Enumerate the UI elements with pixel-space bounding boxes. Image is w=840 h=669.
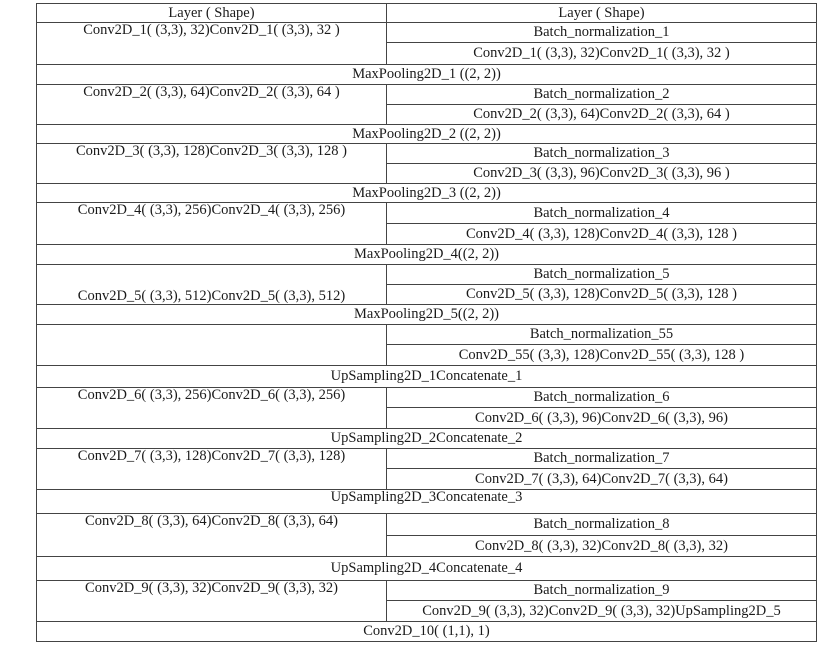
pooling-cell: MaxPooling2D_3 ((2, 2))	[37, 184, 817, 203]
conv-shape-cell: Conv2D_5( (3,3), 128)Conv2D_5( (3,3), 128 )	[387, 285, 817, 305]
conv-shape-cell: Conv2D_8( (3,3), 32)Conv2D_8( (3,3), 32)	[387, 536, 817, 557]
table-row	[37, 23, 817, 43]
table-row	[37, 305, 817, 325]
conv-shape-cell: Conv2D_7( (3,3), 64)Conv2D_7( (3,3), 64)	[387, 469, 817, 490]
output-conv-cell: Conv2D_10( (1,1), 1)	[37, 622, 817, 642]
conv-layer-cell: Conv2D_8( (3,3), 64)Conv2D_8( (3,3), 64)	[37, 514, 387, 557]
table-row	[37, 65, 817, 85]
batch-norm-cell: Batch_normalization_3	[387, 144, 817, 164]
conv-shape-cell: Conv2D_3( (3,3), 96)Conv2D_3( (3,3), 96 )	[387, 164, 817, 184]
conv-shape-cell: Conv2D_9( (3,3), 32)Conv2D_9( (3,3), 32)UpSampling2D_5	[387, 601, 817, 622]
table-row	[37, 429, 817, 449]
table-row	[37, 325, 817, 345]
batch-norm-cell: Batch_normalization_6	[387, 388, 817, 408]
pooling-cell: MaxPooling2D_2 ((2, 2))	[37, 125, 817, 144]
table-row	[37, 388, 817, 408]
batch-norm-cell: Batch_normalization_5	[387, 265, 817, 285]
conv-shape-cell: Conv2D_4( (3,3), 128)Conv2D_4( (3,3), 128 )	[387, 224, 817, 245]
pooling-cell: MaxPooling2D_1 ((2, 2))	[37, 65, 817, 85]
layer-shape-table	[36, 3, 817, 642]
upsampling-cell: UpSampling2D_2Concatenate_2	[37, 429, 817, 449]
conv-layer-cell: Conv2D_4( (3,3), 256)Conv2D_4( (3,3), 256)	[37, 203, 387, 245]
pooling-cell: MaxPooling2D_5((2, 2))	[37, 305, 817, 325]
table-row	[37, 557, 817, 581]
batch-norm-cell: Batch_normalization_2	[387, 85, 817, 105]
table-row	[37, 366, 817, 388]
conv-layer-cell: Conv2D_7( (3,3), 128)Conv2D_7( (3,3), 128)	[37, 449, 387, 490]
batch-norm-cell: Batch_normalization_4	[387, 203, 817, 224]
conv-layer-cell: Conv2D_9( (3,3), 32)Conv2D_9( (3,3), 32)	[37, 581, 387, 622]
table-row	[37, 622, 817, 642]
pooling-cell: MaxPooling2D_4((2, 2))	[37, 245, 817, 265]
conv-shape-cell: Conv2D_1( (3,3), 32)Conv2D_1( (3,3), 32 )	[387, 43, 817, 65]
conv-shape-cell: Conv2D_55( (3,3), 128)Conv2D_55( (3,3), 128 )	[387, 345, 817, 366]
upsampling-cell: UpSampling2D_3Concatenate_3	[37, 490, 817, 514]
conv-shape-cell: Conv2D_2( (3,3), 64)Conv2D_2( (3,3), 64 )	[387, 105, 817, 125]
table-row	[37, 490, 817, 514]
empty-cell	[37, 325, 387, 366]
table-row	[37, 449, 817, 469]
table-row	[37, 581, 817, 601]
table-row	[37, 203, 817, 224]
table-row	[37, 245, 817, 265]
batch-norm-cell: Batch_normalization_8	[387, 514, 817, 536]
table-row	[37, 184, 817, 203]
conv-layer-cell: Conv2D_5( (3,3), 512)Conv2D_5( (3,3), 512)	[37, 265, 387, 305]
conv-layer-cell: Conv2D_6( (3,3), 256)Conv2D_6( (3,3), 256)	[37, 388, 387, 429]
conv-layer-cell: Conv2D_1( (3,3), 32)Conv2D_1( (3,3), 32 )	[37, 23, 387, 65]
column-header-left: Layer ( Shape)	[37, 4, 387, 23]
batch-norm-cell: Batch_normalization_9	[387, 581, 817, 601]
batch-norm-cell: Batch_normalization_7	[387, 449, 817, 469]
table-header-row	[37, 4, 817, 23]
batch-norm-cell: Batch_normalization_1	[387, 23, 817, 43]
upsampling-cell: UpSampling2D_1Concatenate_1	[37, 366, 817, 388]
conv-shape-cell: Conv2D_6( (3,3), 96)Conv2D_6( (3,3), 96)	[387, 408, 817, 429]
upsampling-cell: UpSampling2D_4Concatenate_4	[37, 557, 817, 581]
table-row	[37, 144, 817, 164]
column-header-right: Layer ( Shape)	[387, 4, 817, 23]
conv-layer-cell: Conv2D_3( (3,3), 128)Conv2D_3( (3,3), 128 )	[37, 144, 387, 184]
table-row	[37, 85, 817, 105]
batch-norm-cell: Batch_normalization_55	[387, 325, 817, 345]
conv-layer-cell: Conv2D_2( (3,3), 64)Conv2D_2( (3,3), 64 )	[37, 85, 387, 125]
table-row	[37, 125, 817, 144]
table-row	[37, 265, 817, 285]
table-row	[37, 514, 817, 536]
